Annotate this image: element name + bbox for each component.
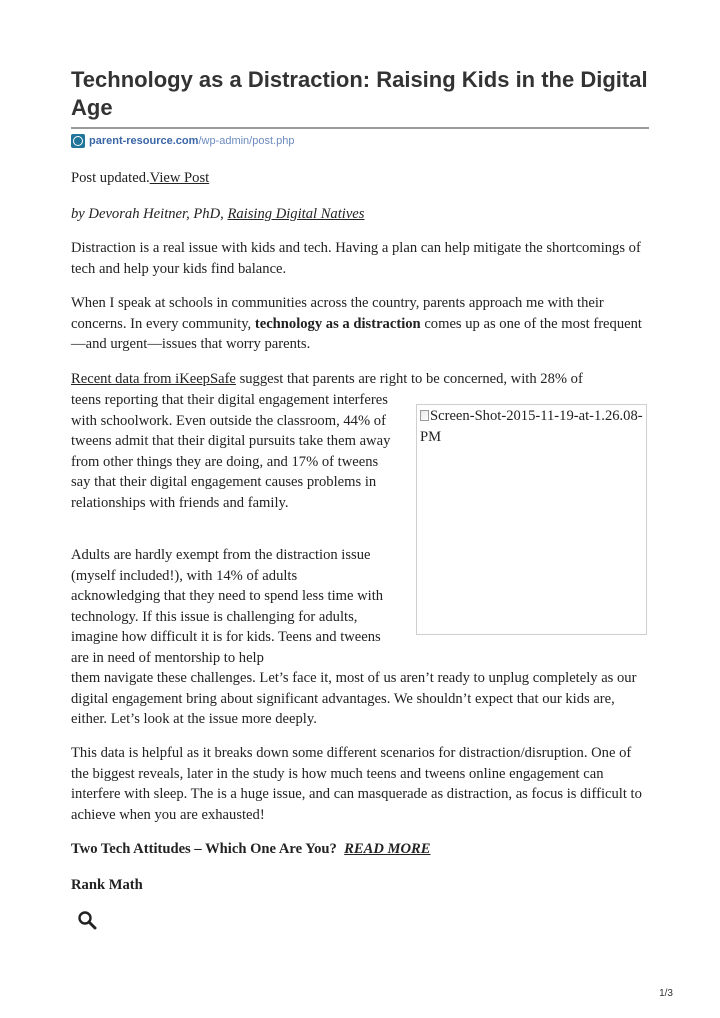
broken-image-icon <box>420 410 429 421</box>
page-title: Technology as a Distraction: Raising Kids in the Digital Age <box>71 67 648 120</box>
paragraph-4: Adults are hardly exempt from the distraction issue (myself included!), with 14% of adults acknowledging that they need to spend less time with technology. If this issue is challenging for adults, imagine how difficult it is for kids. Teens and tweens are in need of mentorship to help <box>71 547 384 666</box>
broken-image <box>416 404 647 635</box>
post-updated: Post updated.View Post <box>71 170 210 186</box>
source-line <box>71 133 294 149</box>
page-number: 1/3 <box>659 988 673 999</box>
paragraph-3-first-line: Recent data from iKeepSafe suggest that parents are right to be concerned, with 28% of <box>71 371 583 387</box>
image-alt-text: Screen-Shot-2015-11-19-at-1.26.08-PM <box>420 408 643 445</box>
search-icon[interactable] <box>77 910 97 930</box>
paragraph-5: This data is helpful as it breaks down some different scenarios for distraction/disruption. One of the biggest reveals, later in the study is how much teens and tweens online engagement can interfere with sleep. The is a huge issue, and can masquerade as distraction, as focus is difficult to achieve when you are exhausted! <box>71 745 642 823</box>
paragraph-2: When I speak at schools in communities across the country, parents approach me with their concerns. In every community, technology as a distraction comes up as one of the most frequent—and urgent—issues that worry parents. <box>71 295 642 352</box>
ikeepsafe-link[interactable]: Recent data from iKeepSafe <box>71 371 236 387</box>
title-divider <box>71 127 649 129</box>
wordpress-icon <box>71 134 85 148</box>
view-post-link[interactable]: View Post <box>149 170 210 186</box>
byline: by Devorah Heitner, PhD, Raising Digital Natives <box>71 206 365 222</box>
raising-digital-natives-link[interactable]: Raising Digital Natives <box>227 206 365 222</box>
paragraph-4-continued: them navigate these challenges. Let’s face it, most of us aren’t ready to unplug completely as our digital engagement bring about significant advantages. We shouldn’t expect that our kids are, either. Let’s look at the issue more deeply. <box>71 670 637 727</box>
read-more-line: Two Tech Attitudes – Which One Are You? READ MORE <box>71 841 431 857</box>
read-more-link[interactable]: READ MORE <box>344 841 431 857</box>
rank-math-heading: Rank Math <box>71 877 143 893</box>
paragraph-3: teens reporting that their digital engagement interferes with schoolwork. Even outside the classroom, 44% of tweens admit that their digital pursuits take them away from other things they are doing, and 17% of tweens say that their digital engagement causes problems in relationships with friends and family. <box>71 392 391 511</box>
paragraph-1: Distraction is a real issue with kids and tech. Having a plan can help mitigate the shortcomings of tech and help your kids find balance. <box>71 240 641 277</box>
source-link[interactable]: parent-resource.com/wp-admin/post.php <box>89 135 295 147</box>
